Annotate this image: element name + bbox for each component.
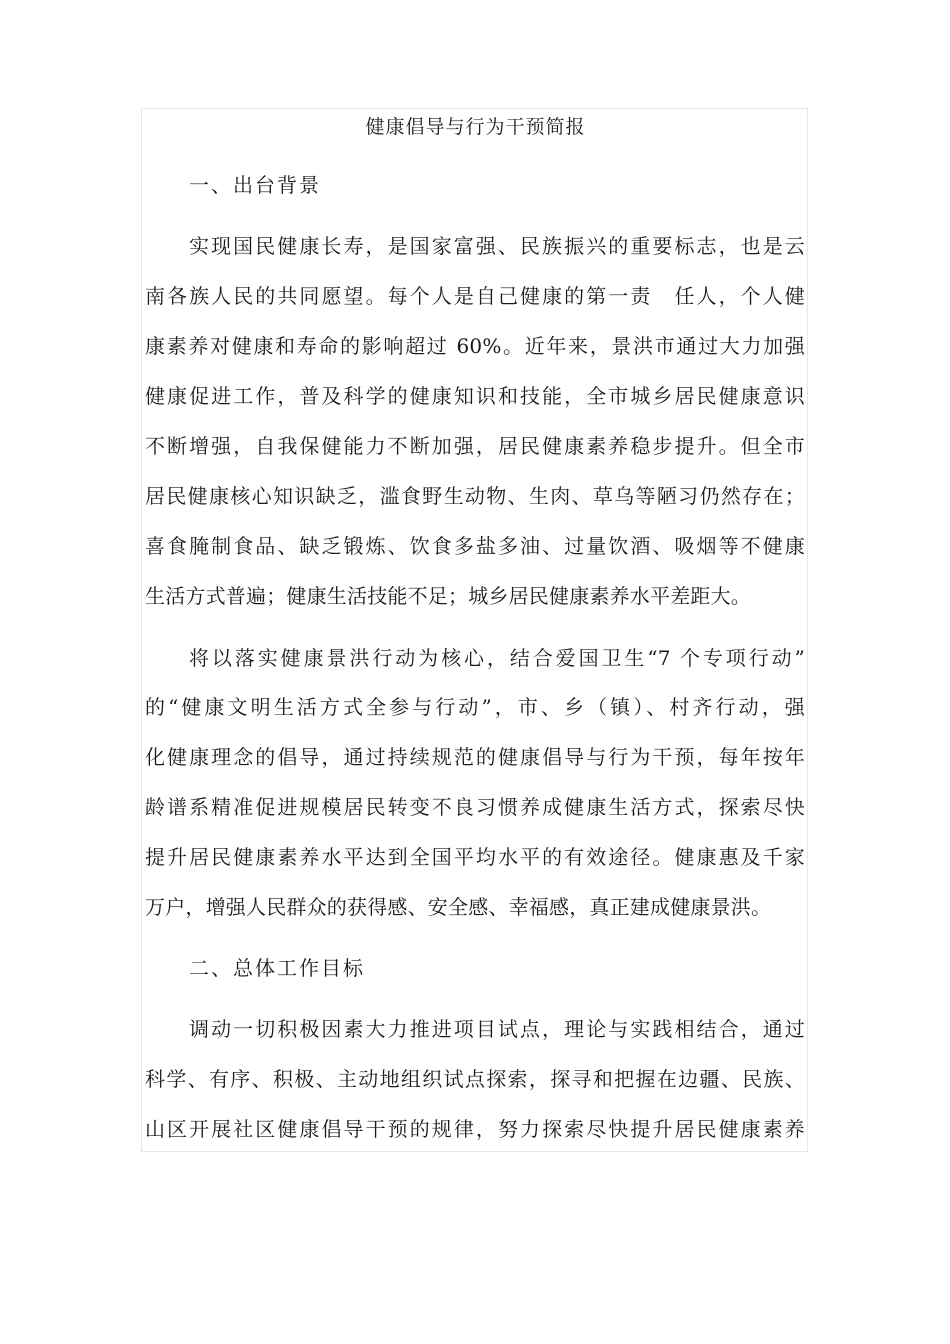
section-heading-goals: 二、总体工作目标 [189,956,365,980]
paragraph-line: 将以落实健康景洪行动为核心，结合爱国卫生“7 个专项行动” [189,646,805,670]
paragraph-line: 健康促进工作，普及科学的健康知识和技能，全市城乡居民健康意识 [145,384,805,408]
paragraph-line: 喜食腌制食品、缺乏锻炼、饮食多盐多油、过量饮酒、吸烟等不健康 [145,534,805,558]
paragraph-line: 山区开展社区健康倡导干预的规律，努力探索尽快提升居民健康素养 [145,1117,805,1141]
paragraph-line: 康素养对健康和寿命的影响超过 60%。近年来，景洪市通过大力加强 [145,334,805,358]
paragraph-line: 的“健康文明生活方式全参与行动”，市、乡（镇）、村齐行动，强 [145,695,805,719]
paragraph-line: 调动一切积极因素大力推进项目试点，理论与实践相结合，通过 [189,1017,805,1041]
section-heading-background: 一、出台背景 [189,173,321,197]
paragraph-line: 实现国民健康长寿，是国家富强、民族振兴的重要标志，也是云 [189,234,805,258]
paragraph-line: 科学、有序、积极、主动地组织试点探索，探寻和把握在边疆、民族、 [145,1067,805,1091]
paragraph-line: 不断增强，自我保健能力不断加强，居民健康素养稳步提升。但全市 [145,434,805,458]
paragraph-line: 万户，增强人民群众的获得感、安全感、幸福感，真正建成健康景洪。 [145,895,772,919]
paragraph-line: 生活方式普遍；健康生活技能不足；城乡居民健康素养水平差距大。 [145,584,751,608]
document-title: 健康倡导与行为干预简报 [365,116,586,138]
paragraph-line: 化健康理念的倡导，通过持续规范的健康倡导与行为干预，每年按年 [145,745,805,769]
paragraph-line: 龄谱系精准促进规模居民转变不良习惯养成健康生活方式，探索尽快 [145,795,805,819]
paragraph-line: 南各族人民的共同愿望。每个人是自己健康的第一责 任人，个人健 [145,284,805,308]
document-page [141,108,808,1152]
paragraph-line: 居民健康核心知识缺乏，滥食野生动物、生肉、草乌等陋习仍然存在； [145,484,805,508]
paragraph-line: 提升居民健康素养水平达到全国平均水平的有效途径。健康惠及千家 [145,845,805,869]
